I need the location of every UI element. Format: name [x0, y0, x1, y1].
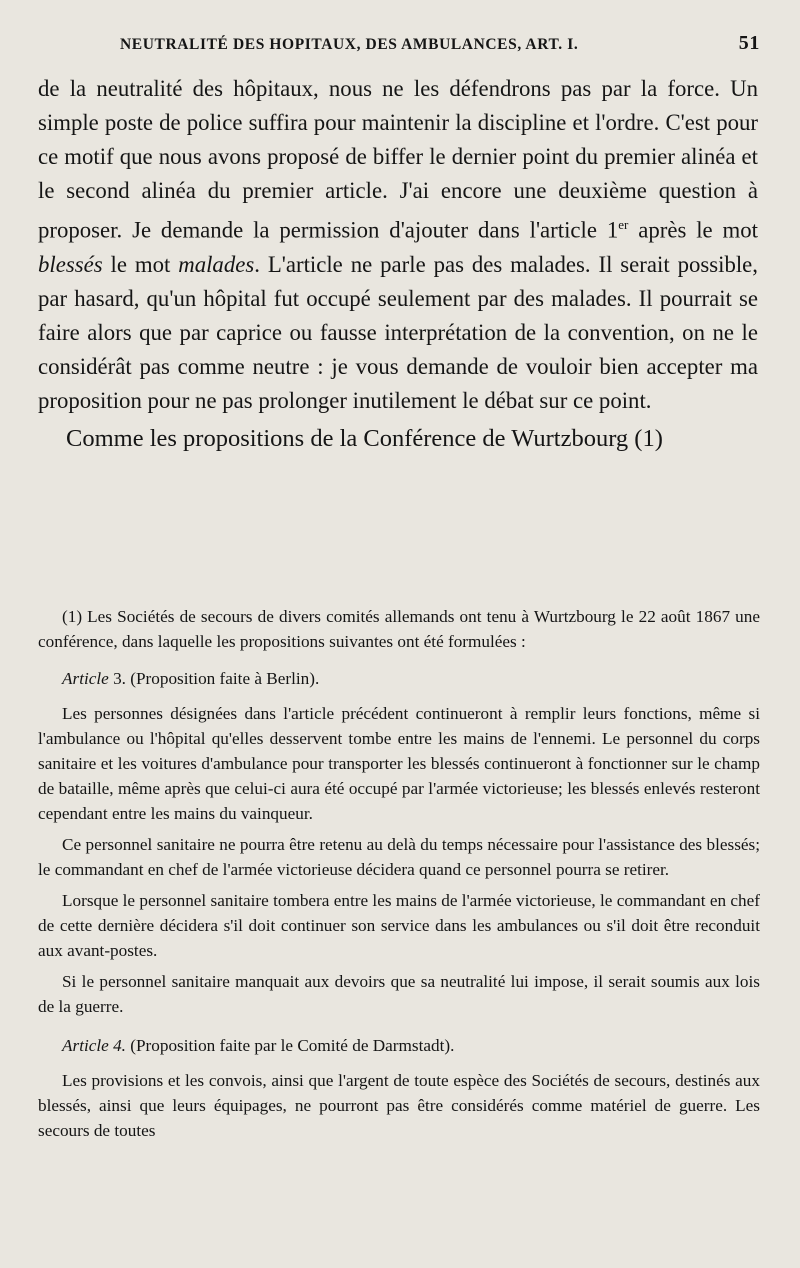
- text-run: le mot: [102, 251, 179, 277]
- article-label: Article 4.: [62, 1036, 126, 1055]
- text-run: de la neutralité des hôpitaux, nous ne les défendrons pas par la force. Un simple poste de police suffira pour maintenir la discipline et l'ordre. C'est pour ce motif que nous avons proposé de biffer le dernier point du premier alinéa et le second alinéa du premier article. J'ai encore une deuxième question à proposer. Je demande la permission d'ajouter dans l'article 1: [38, 76, 758, 243]
- article-source: (Proposition faite à Berlin).: [125, 669, 320, 688]
- main-paragraph: [38, 72, 758, 418]
- text-run: après le mot: [628, 217, 758, 243]
- running-title: NEUTRALITÉ DES HOPITAUX, DES AMBULANCES, ART. I.: [120, 36, 579, 53]
- footnote: [38, 604, 760, 1143]
- running-header: [120, 32, 760, 55]
- article-3-heading: [38, 666, 760, 691]
- article-3-paragraph: Ce personnel sanitaire ne pourra être retenu au delà du temps nécessaire pour l'assistance des blessés; le commandant en chef de l'armée victorieuse décidera quand ce personnel pourra se retirer.: [38, 835, 760, 879]
- article-3-paragraph: Lorsque le personnel sanitaire tombera entre les mains de l'armée victorieuse, le commandant en chef de cette dernière décidera s'il doit continuer son service dans les ambulances ou s'il doit être reconduit aux avant-postes.: [38, 891, 760, 960]
- emphasis-malades: malades: [178, 251, 255, 277]
- text-run: . L'article ne parle pas des malades. Il serait possible, par hasard, qu'un hôpital fut occupé seulement par des malades. Il pourrait se faire alors que par caprice ou fausse interprétation de la convention, on ne le considérât pas comme neutre : je vous demande de vouloir bien accepter ma proposition pour ne pas prolonger inutilement le débat sur ce point.: [38, 251, 759, 413]
- page-number: 51: [738, 32, 760, 54]
- emphasis-blesses: blessés: [38, 251, 103, 277]
- article-number: 3.: [108, 669, 126, 688]
- footnote-intro: (1) Les Sociétés de secours de divers comités allemands ont tenu à Wurtzbourg le 22 août 1867 une conférence, dans laquelle les propositions suivantes ont été formulées :: [38, 607, 760, 651]
- main-text: [38, 72, 758, 456]
- article-4-heading: [38, 1033, 760, 1058]
- article-label: Article: [62, 669, 109, 688]
- article-4-paragraph: Les provisions et les convois, ainsi que l'argent de toute espèce des Sociétés de secours, destinés aux blessés, ainsi que leurs équipages, ne pourront pas être considérés comme matériel de guerre. Les secours de toutes: [38, 1071, 760, 1140]
- superscript: er: [618, 217, 629, 232]
- article-3-paragraph: Si le personnel sanitaire manquait aux devoirs que sa neutralité lui impose, il serait soumis aux lois de la guerre.: [38, 972, 760, 1016]
- article-3-paragraph: Les personnes désignées dans l'article précédent continueront à remplir leurs fonctions, même si l'ambulance ou l'hôpital qu'elles desservent tombe entre les mains de l'ennemi. Le personnel du corps sanitaire et les voitures d'ambulance pour transporter les blessés continueront à fonctionner sur le champ de bataille, même après que celui-ci aura été occupé par l'armée victorieuse; les blessés enlevés resteront cependant entre les mains du vainqueur.: [38, 704, 760, 823]
- main-paragraph-2: Comme les propositions de la Conférence de Wurtzbourg (1): [66, 424, 663, 452]
- article-source: (Proposition faite par le Comité de Darmstadt).: [125, 1036, 455, 1055]
